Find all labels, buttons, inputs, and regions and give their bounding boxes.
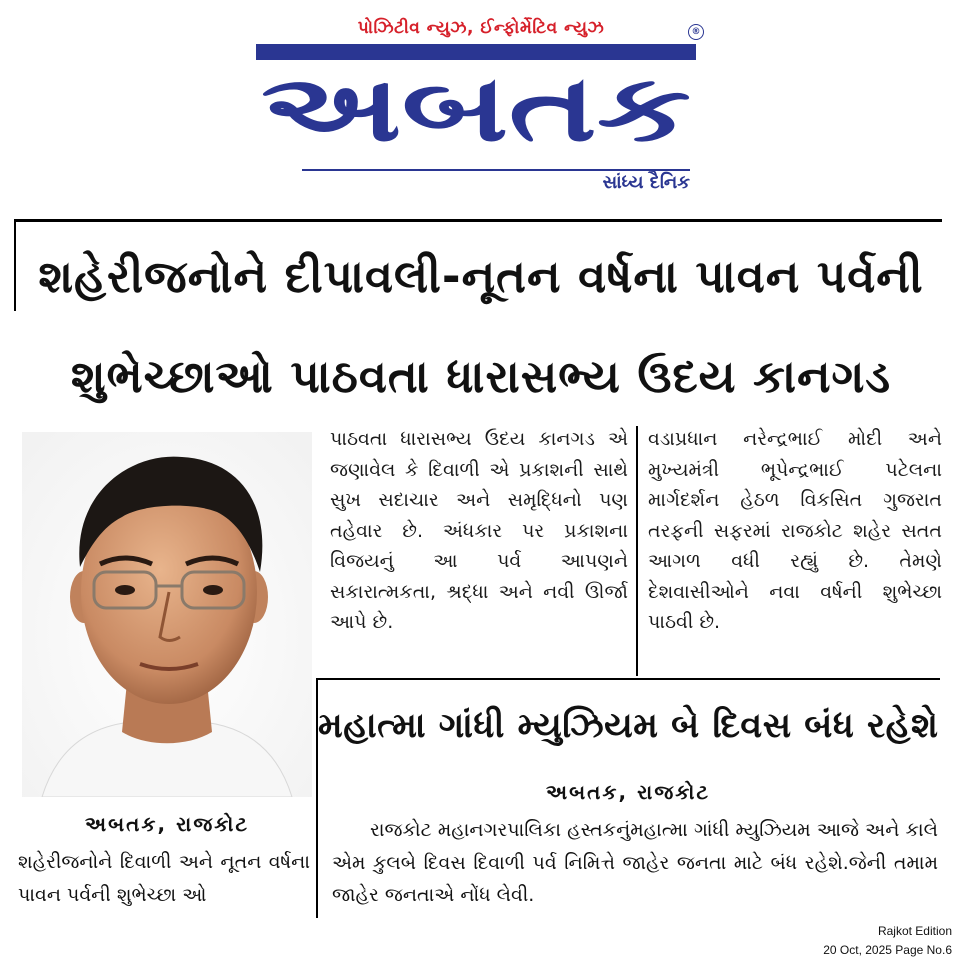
main-headline-line1: શહેરીજનોને દીપાવલી-નૂતન વર્ષના પાવન પર્વની: [38, 250, 924, 303]
logo-text: અબતક: [261, 55, 691, 152]
mla-portrait-photo: [22, 432, 312, 797]
main-story-lead-text: શહેરીજનોને દિવાળી અને નૂતન વર્ષના પાવન પર્વની શુભેચ્છા ઓ: [18, 851, 310, 906]
main-story-column2: [648, 424, 942, 638]
top-divider: [14, 219, 942, 222]
main-story-column1-text: પાઠવતા ધારાસભ્ય ઉદય કાનગડ એ જણાવેલ કે દિવાળી એ પ્રકાશની સાથે સુખ સદાચાર અને સમૃદ્ધિનો પણ તહેવાર છે. અંધકાર પર પ્રકાશના વિજયનું આ પર્વ આપણને સકારાત્મકતા, શ્રદ્ધા અને નવી ઊર્જા આપે છે.: [330, 428, 628, 633]
second-story-body: રાજકોટ મહાનગરપાલિકા હસ્તકનુંમહાત્મા ગાંધી મ્યુઝિયમ આજે અને કાલે એમ કુલબે દિવસ દિવાળી પર્વ નિમિત્તે જાહેર જનતા માટે બંધ રહેશે.જેની તમામ જાહેર જનતાએ નોંધ લેવી.: [332, 819, 938, 906]
edition-name: Rajkot Edition: [877, 924, 952, 938]
abtak-logo: [256, 40, 696, 152]
masthead-tagline: પોઝિટીવ ન્યુઝ, ઈન્ફોર્મેટિવ ન્યુઝ: [357, 18, 605, 38]
main-story-byline: અબતક, રાજકોટ: [84, 812, 250, 836]
main-story-column1: [330, 424, 628, 638]
edition-info: [760, 922, 952, 960]
edition-date-page: 20 Oct, 2025 Page No.6: [823, 943, 952, 957]
second-story-headline: મહાત્મા ગાંધી મ્યુઝિયમ બે દિવસ બંધ રહેશે: [318, 706, 939, 746]
registered-trademark-icon: ®: [688, 24, 704, 40]
masthead-underline: [302, 169, 690, 171]
second-story-top-rule: [316, 678, 940, 680]
second-story-byline: અબતક, રાજકોટ: [545, 780, 711, 804]
masthead-subtitle: સાંધ્ય દૈનિક: [602, 172, 690, 193]
column-divider: [636, 426, 638, 676]
main-story-column2-text: વડાપ્રધાન નરેન્દ્રભાઈ મોદી અને મુખ્યમંત્રી ભૂપેન્દ્રભાઈ પટેલના માર્ગદર્શન હેઠળ વિકસિત ગુજરાત તરફની સફરમાં રાજકોટ શહેર સતત આગળ વધી રહ્યું છે. તેમણે દેશવાસીઓને નવા વર્ષની શુભેચ્છા પાઠવી છે.: [648, 428, 942, 633]
main-headline-line2: શુભેચ્છાઓ પાઠવતા ધારાસભ્ય ઉદય કાનગડ: [70, 350, 892, 403]
